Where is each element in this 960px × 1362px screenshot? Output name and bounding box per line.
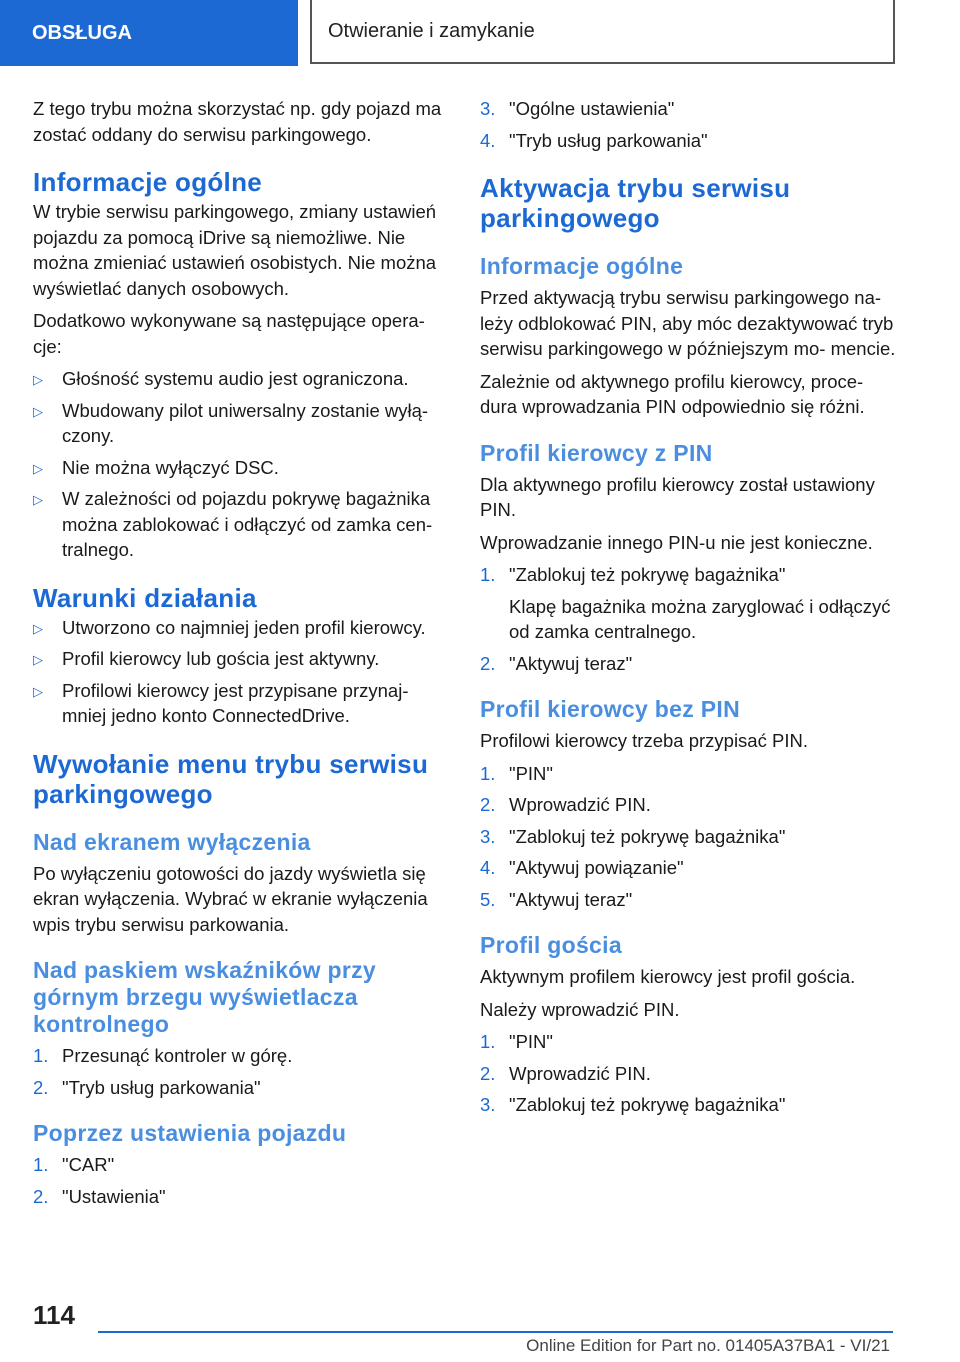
list-item: 2. Wprowadzić PIN. [480, 1061, 900, 1087]
general-paragraph-1: W trybie serwisu parkingowego, zmiany ustawień pojazdu za pomocą iDrive są niemożliwe. Nie można zmieniać ustawień osobistych. Nie można wyświetlać danych osobowych. [33, 201, 437, 299]
triangle-bullet-icon: ▷ [33, 492, 43, 507]
subheading-over-screen: Nad ekranem wyłączenia [33, 828, 311, 855]
step-number: 2. [480, 794, 496, 815]
settings-steps-continued [480, 96, 900, 153]
list-item: ▷ Utworzono co najmniej jeden profil kierowcy. [33, 615, 443, 641]
restrictions-list [33, 366, 443, 563]
list-item: ▷ Profilowi kierowcy jest przypisane przynaj- mniej jedno konto ConnectedDrive. [33, 679, 409, 726]
step-note: Klapę bagażnika można zaryglować i odłączyć od zamka centralnego. [509, 595, 891, 642]
conditions-list [33, 615, 443, 729]
triangle-bullet-icon: ▷ [33, 620, 43, 636]
list-item: 1. "Zablokuj też pokrywę bagażnika" [480, 562, 900, 588]
list-item: ▷ Profil kierowcy lub gościa jest aktywny. [33, 646, 443, 672]
step-number: 1. [480, 564, 496, 585]
list-item: 3. "Ogólne ustawienia" [480, 96, 900, 122]
list-item: 1. Przesunąć kontroler w górę. [33, 1043, 443, 1069]
triangle-bullet-icon: ▷ [33, 372, 43, 387]
step-number: 1. [480, 762, 496, 784]
activation-paragraph-2: Zależnie od aktywnego profilu kierowcy, proce- dura wprowadzania PIN odpowiednio się różni. [480, 370, 865, 417]
subheading-via-settings: Poprzez ustawienia pojazdu [33, 1120, 347, 1146]
step-number: 3. [480, 825, 496, 847]
step-number: 2. [480, 652, 496, 674]
triangle-bullet-icon: ▷ [33, 403, 43, 419]
general-paragraph-2: Dodatkowo wykonywane są następujące opera- cje: [33, 310, 425, 357]
list-item: ▷ Wbudowany pilot uniwersalny zostanie wyłą- czony. [33, 399, 429, 446]
step-number: 1. [33, 1154, 49, 1175]
section-tab: OBSŁUGA [0, 0, 298, 66]
step-number: 4. [480, 129, 496, 151]
page-header [0, 0, 960, 66]
with-pin-steps [480, 562, 900, 676]
without-pin-steps [480, 761, 900, 913]
subheading-activation-general: Informacje ogólne [480, 253, 684, 279]
page-number: 114 [33, 1300, 75, 1330]
subheading-over-bar: Nad paskiem wskaźników przy górnym brzegu wyświetlacza kontrolnego [33, 957, 377, 1037]
step-number: 2. [33, 1076, 49, 1098]
subheading-with-pin: Profil kierowcy z PIN [480, 439, 713, 466]
guest-paragraph-2: Należy wprowadzić PIN. [480, 998, 680, 1020]
subheading-without-pin: Profil kierowcy bez PIN [480, 696, 740, 722]
list-item: ▷ Głośność systemu audio jest ograniczona. [33, 366, 443, 392]
activation-paragraph-1: Przed aktywacją trybu serwisu parkingowego na- leży odblokować PIN, aby móc dezaktywować tryb serwisu parkingowego w późniejszym mo- mencie. [480, 287, 896, 359]
heading-activation: Aktywacja trybu serwisu parkingowego [480, 173, 791, 233]
subheading-guest: Profil gościa [480, 932, 622, 958]
guest-paragraph-1: Aktywnym profilem kierowcy jest profil gościa. [480, 966, 856, 987]
triangle-bullet-icon: ▷ [33, 683, 43, 699]
right-column [480, 96, 900, 1124]
via-settings-steps [33, 1152, 443, 1209]
heading-conditions: Warunki działania [33, 582, 257, 613]
left-column [33, 96, 443, 1215]
list-item: 2. Wprowadzić PIN. [480, 792, 900, 818]
list-item: 2. "Ustawienia" [33, 1184, 443, 1210]
list-item: ▷ Nie można wyłączyć DSC. [33, 455, 443, 481]
list-item: 3. "Zablokuj też pokrywę bagażnika" [480, 1092, 900, 1118]
with-pin-paragraph-1: Dla aktywnego profilu kierowcy został ustawiony PIN. [480, 473, 875, 520]
list-item: 5. "Aktywuj teraz" [480, 887, 900, 913]
over-screen-paragraph: Po wyłączeniu gotowości do jazdy wyświetla się ekran wyłączenia. Wybrać w ekranie wyłączenia wpis trybu serwisu parkowania. [33, 862, 428, 935]
step-number: 2. [33, 1185, 49, 1207]
list-item: 4. "Tryb usług parkowania" [480, 128, 900, 154]
list-item: ▷ W zależności od pojazdu pokrywę bagażnika można zablokować i odłączyć od zamka cen- tralnego. [33, 488, 433, 560]
footer-divider [98, 1331, 893, 1333]
heading-general-info: Informacje ogólne [33, 167, 263, 197]
list-item: 1. "PIN" [480, 1029, 900, 1055]
step-number: 1. [480, 1031, 496, 1052]
heading-call-menu: Wywołanie menu trybu serwisu parkingowego [33, 748, 429, 809]
list-item: 4. "Aktywuj powiązanie" [480, 855, 900, 881]
step-number: 5. [480, 888, 496, 910]
without-pin-paragraph: Profilowi kierowcy trzeba przypisać PIN. [480, 730, 808, 751]
with-pin-paragraph-2: Wprowadzanie innego PIN-u nie jest konieczne. [480, 531, 873, 553]
list-item: 1. "PIN" [480, 761, 900, 787]
step-number: 3. [480, 98, 496, 119]
intro-paragraph: Z tego trybu można skorzystać np. gdy pojazd ma zostać oddany do serwisu parkingowego. [33, 98, 442, 145]
list-item: 3. "Zablokuj też pokrywę bagażnika" [480, 824, 900, 850]
step-number: 4. [480, 857, 496, 878]
triangle-bullet-icon: ▷ [33, 652, 43, 667]
triangle-bullet-icon: ▷ [33, 460, 43, 476]
edition-note: Online Edition for Part no. 01405A37BA1 - VI/21 [526, 1336, 890, 1355]
step-number: 3. [480, 1094, 496, 1115]
list-item: 2. "Tryb usług parkowania" [33, 1075, 443, 1101]
list-item: 2. "Aktywuj teraz" [480, 651, 900, 677]
over-bar-steps [33, 1043, 443, 1100]
guest-steps [480, 1029, 900, 1118]
list-item: 1. "CAR" [33, 1152, 443, 1178]
step-number: 2. [480, 1062, 496, 1084]
chapter-title: Otwieranie i zamykanie [310, 0, 895, 64]
step-number: 1. [33, 1045, 49, 1066]
